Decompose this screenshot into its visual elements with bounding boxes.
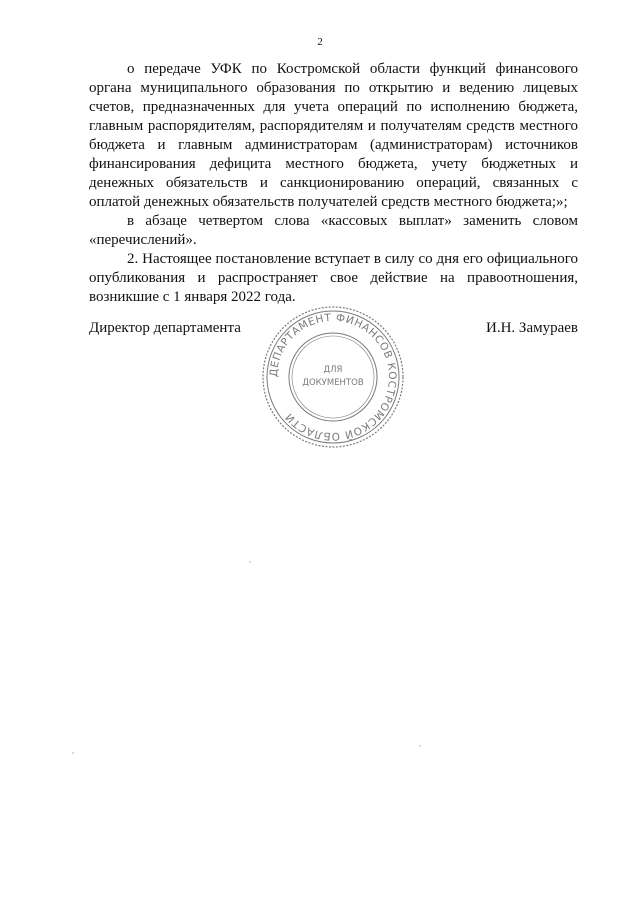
- page-number: 2: [317, 36, 323, 48]
- scan-speck: [419, 745, 421, 747]
- scan-speck: [249, 561, 251, 563]
- scan-speck: [72, 752, 74, 754]
- paragraph-2: в абзаце четвертом слова «кассовых выплат» заменить словом «перечислений».: [89, 213, 578, 248]
- official-seal-stamp: [260, 304, 406, 450]
- seal-outer-text: ДЕПАРТАМЕНТ ФИНАНСОВ КОСТРОМСКОЙ ОБЛАСТИ: [267, 311, 399, 443]
- paragraph-1: о передаче УФК по Костромской области функций финансового органа муниципального образования по открытию и ведению лицевых счетов, предназначенных для учета операций по исполнению бюджета, главным распорядителям, распорядителям и получателям средств местного бюджета и главным администраторам (администраторам) источников финансирования дефицита местного бюджета, учету бюджетных и денежных обязательств и санкционированию операций, связанных с оплатой денежных обязательств получателей средств местного бюджета;»;: [89, 61, 578, 210]
- seal-center-line-1: ДЛЯ: [323, 365, 343, 375]
- document-body: [89, 60, 578, 307]
- paragraph-3: 2. Настоящее постановление вступает в силу со дня его официального опубликования и распространяет свое действие на правоотношения, возникшие с 1 января 2022 года.: [89, 251, 578, 305]
- signer-name: И.Н. Замураев: [486, 320, 578, 336]
- signer-title: Директор департамента: [89, 320, 241, 336]
- seal-center-line-2: ДОКУМЕНТОВ: [302, 378, 364, 388]
